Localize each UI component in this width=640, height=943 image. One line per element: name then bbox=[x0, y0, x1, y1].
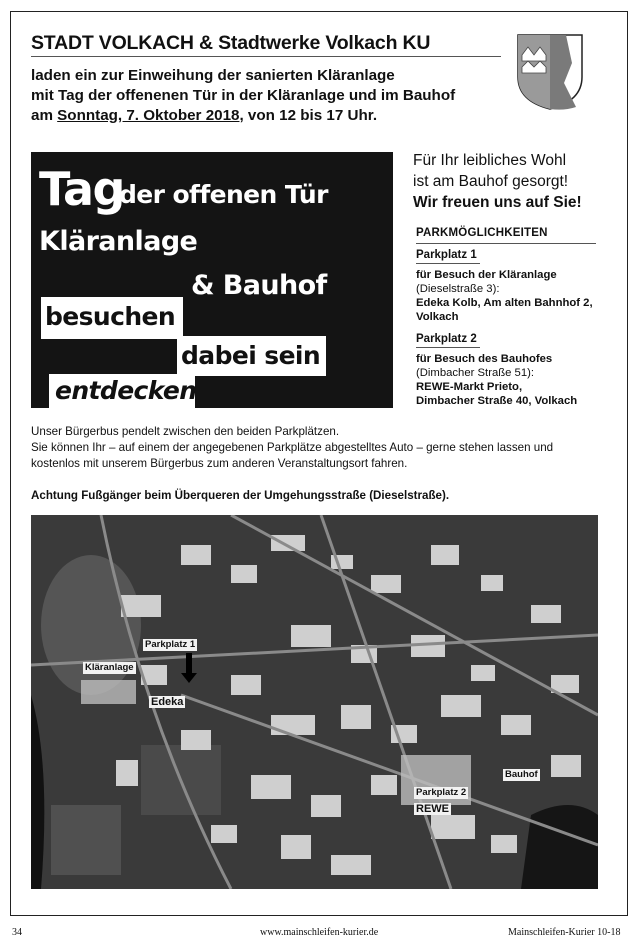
parking-2-title: Parkplatz 2 bbox=[416, 333, 477, 345]
banner-besuchen: besuchen bbox=[41, 297, 183, 339]
coat-of-arms-icon bbox=[516, 33, 584, 111]
footer-url: www.mainschleifen-kurier.de bbox=[260, 927, 379, 938]
banner-klaeranlage: Kläranlage bbox=[39, 226, 198, 257]
invite-time: , von 12 bis 17 Uhr. bbox=[239, 107, 378, 124]
invite-line-2: mit Tag der offenenen Tür in der Kläranlage und im Bauhof bbox=[31, 87, 456, 104]
pedestrian-warning: Achtung Fußgänger beim Überqueren der Umgehungsstraße (Dieselstraße). bbox=[31, 489, 450, 502]
parking-heading-rule bbox=[416, 243, 596, 244]
bus-line-3: kostenlos mit unserem Bürgerbus zum anderen Veranstaltungsort fahren. bbox=[31, 457, 408, 470]
parking-2-address: (Dimbacher Straße 51): bbox=[416, 367, 535, 379]
map-label-parkplatz-2: Parkplatz 2 bbox=[416, 787, 467, 798]
parking-2-purpose: für Besuch des Bauhofes bbox=[416, 353, 553, 365]
map-label-parkplatz-1: Parkplatz 1 bbox=[145, 639, 196, 650]
parking-1-title: Parkplatz 1 bbox=[416, 249, 477, 261]
parking-heading: PARKMÖGLICHKEITEN bbox=[416, 227, 548, 239]
banner-dabei-sein: dabei sein bbox=[177, 336, 326, 376]
catering-note bbox=[413, 150, 613, 213]
parking-2-details bbox=[416, 352, 616, 408]
bus-line-2: Sie können Ihr – auf einem der angegebenen Parkplätze abgestelltes Auto – gerne stehen lassen und bbox=[31, 441, 554, 454]
invite-line-3 bbox=[31, 106, 511, 126]
parking-1-address: (Dieselstraße 3): bbox=[416, 283, 500, 295]
map-label-klaeranlage: Kläranlage bbox=[85, 662, 134, 673]
page-title: STADT VOLKACH & Stadtwerke Volkach KU bbox=[31, 32, 431, 54]
map-label-bauhof: Bauhof bbox=[505, 769, 538, 780]
invite-am: am bbox=[31, 107, 58, 124]
invitation-text bbox=[31, 66, 511, 126]
shuttle-bus-info bbox=[31, 424, 591, 472]
catering-line-3: Wir freuen uns auf Sie! bbox=[413, 194, 582, 211]
aerial-photo bbox=[31, 515, 598, 889]
banner-entdecken: entdecken bbox=[49, 374, 195, 408]
banner-bauhof: & Bauhof bbox=[191, 270, 327, 301]
invite-date: Sonntag, 7. Oktober 2018 bbox=[57, 107, 240, 124]
event-banner bbox=[31, 152, 393, 408]
catering-line-2: ist am Bauhof gesorgt! bbox=[413, 173, 569, 190]
parking-1-rule bbox=[416, 263, 480, 264]
banner-der-offenen-tuer: der offenen Tür bbox=[119, 180, 328, 209]
parking-1-city: Volkach bbox=[416, 311, 459, 323]
footer-issue: Mainschleifen-Kurier 10-18 bbox=[508, 927, 621, 938]
catering-line-1: Für Ihr leibliches Wohl bbox=[413, 152, 567, 169]
bus-line-1: Unser Bürgerbus pendelt zwischen den beiden Parkplätzen. bbox=[31, 425, 340, 438]
aerial-map bbox=[31, 515, 598, 889]
parking-1-purpose: für Besuch der Kläranlage bbox=[416, 269, 557, 281]
footer-page-number: 34 bbox=[12, 927, 22, 938]
map-label-edeka: Edeka bbox=[151, 696, 184, 708]
parking-2-place: REWE-Markt Prieto, bbox=[416, 381, 523, 393]
invite-line-1: laden ein zur Einweihung der sanierten Kläranlage bbox=[31, 67, 395, 84]
parking-1-place: Edeka Kolb, Am alten Bahnhof 2, bbox=[416, 297, 593, 309]
parking-2-rule bbox=[416, 347, 480, 348]
title-underline bbox=[31, 56, 501, 57]
parking-2-street: Dimbacher Straße 40, Volkach bbox=[416, 395, 578, 407]
parking-1-details bbox=[416, 268, 616, 324]
banner-tag: Tag bbox=[39, 162, 124, 216]
map-label-rewe: REWE bbox=[416, 803, 449, 815]
